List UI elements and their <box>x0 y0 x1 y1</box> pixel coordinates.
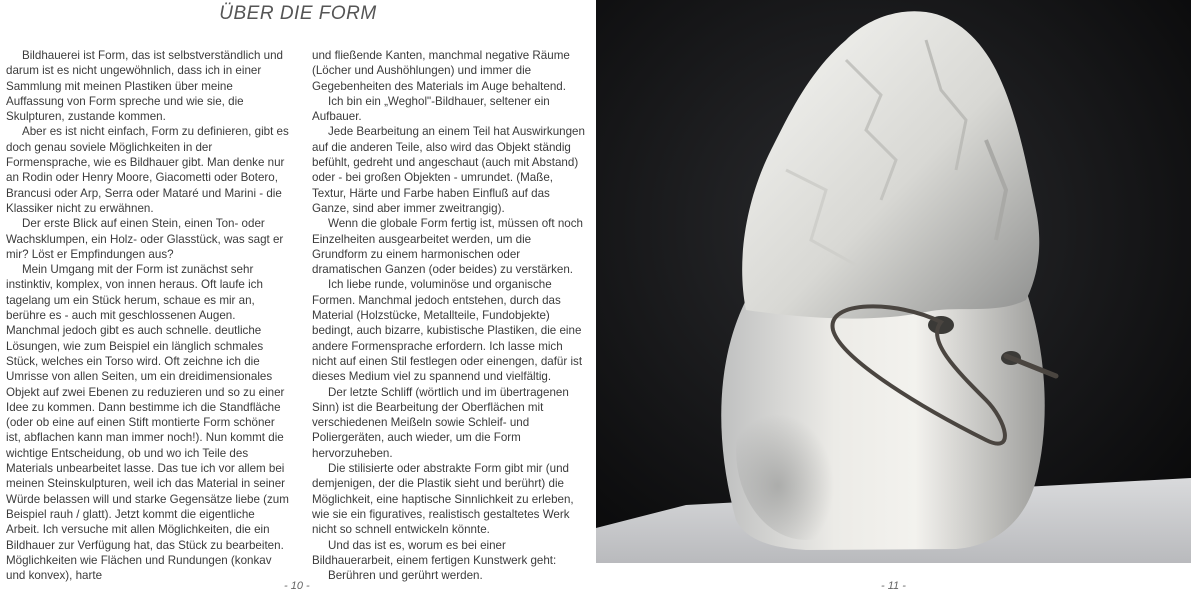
right-text-column <box>312 48 588 583</box>
paragraph: Die stilisierte oder abstrakte Form gibt mir (und demjenigen, der die Plastik sieht und berührt) die Möglichkeit, eine haptische Sinnlichkeit zu erleben, wie sie ein figuratives, realistisch gestaltetes Werk nicht so schnell entwickeln könnte. <box>312 462 574 537</box>
paragraph: Berühren und gerührt werden. <box>328 569 483 583</box>
paragraph: Und das ist es, worum es bei einer Bildhauerarbeit, einem fertigen Kunstwerk geht: <box>312 538 557 567</box>
paragraph: Bildhauerei ist Form, das ist selbstverständlich und darum ist es nicht ungewöhnlich, dass ich in einer Sammlung mit meinen Plastiken über meine Auffassung von Form spreche und wie sie, die Skulpturen, zustande kommen. <box>6 49 283 124</box>
paragraph: Der erste Blick auf einen Stein, einen Ton- oder Wachsklumpen, ein Holz- oder Glasstück, was sagt er mir? Löst er Empfindungen aus? <box>6 217 284 261</box>
paragraph: Wenn die globale Form fertig ist, müssen oft noch Einzelheiten ausgearbeitet werden, um die Grundform zu einem harmonischen oder dramatischen Ganzen (oder beides) zu verstärken. <box>312 217 583 277</box>
paragraph: Ich liebe runde, voluminöse und organische Formen. Manchmal jedoch entstehen, durch das Material (Holzstücke, Metallteile, Fundobjekte) bedingt, auch bizarre, kubistische Plastiken, die eine andere Formensprache erfordern. Ich lasse mich nicht auf einen Stil festlegen oder einengen, dafür ist dieses Medium viel zu spannend und vielfältig. <box>312 278 583 384</box>
paragraph: Aber es ist nicht einfach, Form zu definieren, gibt es doch genau soviele Möglichkeiten in der Formensprache, wie es Bildhauer gibt. Man denke nur an Rodin oder Henry Moore, Giacometti oder Botero, Brancusi oder Arp, Serra oder Mataré und Marini - die Klassiker nicht zu erwähnen. <box>6 125 289 215</box>
page-number-right: - 11 - <box>881 580 906 592</box>
paragraph: Mein Umgang mit der Form ist zunächst sehr instinktiv, komplex, von innen heraus. Oft laufe ich tagelang um ein Stück herum, schaue es mir an, berühre es - auch mit geschlossenen Augen. Manchmal jedoch gibt es auch schnelle. deutliche Lösungen, wie zum Beispiel ein länglich schmales Stück, welches ein Torso wird. Oft zeichne ich die Umrisse von allen Seiten, um ein dreidimensionales Objekt auf zwei Ebenen zu reduzieren und so zu einer Idee zu kommen. Dann bestimme ich die Standfläche (oder ob eine auf einen Stift montierte Form schöner ist, abflachen kann man immer noch!). Nun kommt die wichtige Entscheidung, ob und wo ich Teile des Materials unbearbeitet lasse. Das tue ich vor allem bei meinen Steinskulpturen, weil ich das Material in seiner Würde belassen will und starke Gegensätze liebe (zum Beispiel rauh / glatt). Jetzt kommt die eigentliche Arbeit. Ich versuche mit allen Möglichkeiten, die ein Bildhauer zur Verfügung hat, das Stück zu bearbeiten. Möglichkeiten wie Flächen und Rundungen (konkav und konvex), harte <box>6 263 289 583</box>
page-number-left: - 10 - <box>284 580 310 592</box>
sculpture-photo <box>596 0 1191 563</box>
paragraph: Der letzte Schliff (wörtlich und im übertragenen Sinn) ist die Bearbeitung der Oberflächen mit verschiedenen Meißeln sowie Schleif- und Poliergeräten, auch wieder, um die Form hervorzuheben. <box>312 385 569 460</box>
paragraph: Ich bin ein „Weghol"-Bildhauer, seltener ein Aufbauer. <box>312 94 550 124</box>
left-text-column <box>6 48 289 583</box>
page-title: ÜBER DIE FORM <box>219 3 377 24</box>
paragraph: und fließende Kanten, manchmal negative Räume (Löcher und Aushöhlungen) und immer die Gegebenheiten des Materials im Auge behaltend. <box>312 49 570 93</box>
paragraph: Jede Bearbeitung an einem Teil hat Auswirkungen auf die anderen Teile, also wird das Objekt ständig befühlt, gedreht und angeschaut (auch mit Abstand) oder - bei großen Objekten - umrundet. (Maße, Textur, Härte und Farbe haben Einfluß auf das Ganze, sind aber immer zweitrangig). <box>312 125 585 215</box>
